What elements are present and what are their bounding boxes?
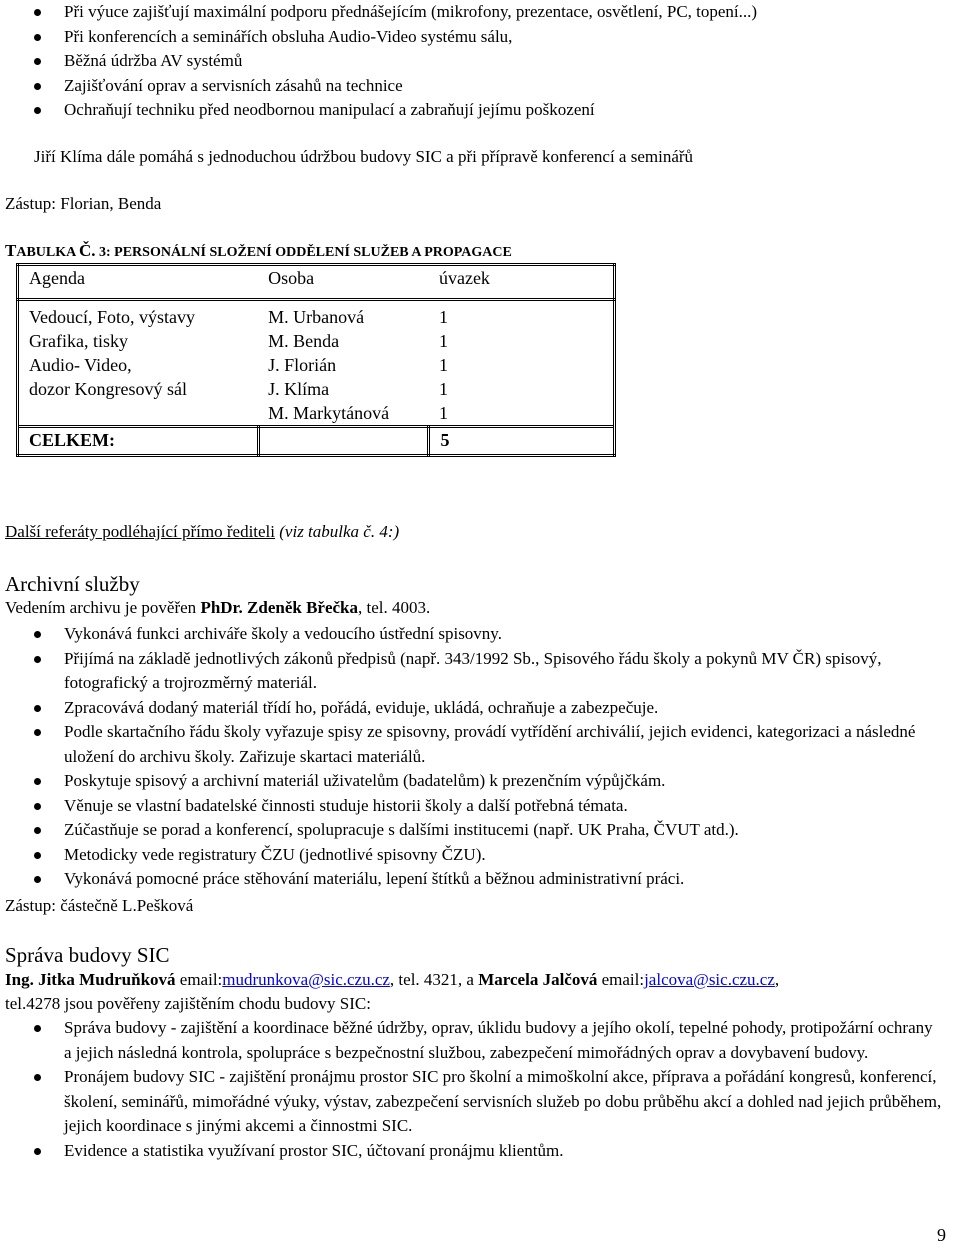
sprava-heading: Správa budovy SIC xyxy=(5,943,170,967)
total-empty xyxy=(258,427,429,456)
list-item: Běžná údržba AV systémů xyxy=(0,49,960,74)
total-label: CELKEM: xyxy=(18,427,259,456)
archiv-bullet-list xyxy=(0,622,960,892)
header-agenda: Agenda xyxy=(18,265,259,300)
list-item: Vykonává funkci archiváře školy a vedoucího ústřední spisovny. xyxy=(0,622,960,647)
list-item: Metodicky vede registratury ČZU (jednotlivé spisovny ČZU). xyxy=(0,843,960,868)
staff-table xyxy=(16,263,616,457)
table-header-row xyxy=(18,265,615,300)
header-osoba: Osoba xyxy=(258,265,429,300)
email-link-jalcova[interactable]: jalcova@sic.czu.cz xyxy=(644,970,775,989)
uvazek-column: 1 1 1 1 1 xyxy=(429,300,615,427)
agenda-column: Vedoucí, Foto, výstavy Grafika, tisky Audio- Video, dozor Kongresový sál xyxy=(18,300,259,427)
table-total-row xyxy=(18,427,615,456)
list-item: Poskytuje spisový a archivní materiál uživatelům (badatelům) k prezenčním výpůjčkám. xyxy=(0,769,960,794)
list-item: Podle skartačního řádu školy vyřazuje spisy ze spisovny, provádí vytřídění archiválií, jejich evidenci, kategorizaci a následné uložení do archivu školy. Zařizuje skartaci materiálů. xyxy=(0,720,944,769)
list-item: Při výuce zajišťují maximální podporu přednášejícím (mikrofony, prezentace, osvětlení, PC, topení...) xyxy=(0,0,960,25)
list-item: Věnuje se vlastní badatelské činnosti studuje historii školy a další potřebná témata. xyxy=(0,794,960,819)
list-item: Pronájem budovy SIC - zajištění pronájmu prostor SIC pro školní a mimoškolní akce, příprava a pořádání kongresů, konferencí, školení, seminářů, mimořádné výuky, výstav, zabezpečení servisních služeb po dobu průběhu akcí a dohled nad jejich průběhem, jejich koordinace s jinými akcemi a činnostmi SIC. xyxy=(0,1065,944,1139)
list-item: Při konferencích a seminářích obsluha Audio-Video systému sálu, xyxy=(0,25,960,50)
list-item: Přijímá na základě jednotlivých zákonů předpisů (např. 343/1992 Sb., Spisového řádu školy a pokynů MV ČR) spisový, fotografický a trojrozměrný materiál. xyxy=(0,647,944,696)
list-item: Správa budovy - zajištění a koordinace běžné údržby, oprav, úklidu budovy a jejího okolí, tepelné pohody, protipožární ochrany a jejich následná kontrola, spolupráce s bezpečnostní službou, zabezpečení mimořádných oprav a dovybavení budovy. xyxy=(0,1016,944,1065)
archiv-intro: Vedením archivu je pověřen PhDr. Zdeněk Břečka, tel. 4003. xyxy=(5,598,431,617)
top-bullet-list xyxy=(0,0,960,123)
list-item: Zajišťování oprav a servisních zásahů na technice xyxy=(0,74,960,99)
archiv-zastup: Zástup: částečně L.Pešková xyxy=(5,896,194,915)
header-uvazek: úvazek xyxy=(429,265,615,300)
dalsi-referaty: Další referáty podléhající přímo řediteli (viz tabulka č. 4:) xyxy=(5,522,400,541)
zastup-note: Zástup: Florian, Benda xyxy=(5,194,162,213)
klima-note: Jiří Klíma dále pomáhá s jednoduchou údržbou budovy SIC a při přípravě konferencí a seminářů xyxy=(34,147,694,166)
table-caption: TABULKA Č. 3: PERSONÁLNÍ SLOŽENÍ ODDĚLENÍ SLUŽEB A PROPAGACE xyxy=(5,241,512,260)
list-item: Evidence a statistika využívaní prostor SIC, účtovaní pronájmu klientům. xyxy=(0,1139,960,1164)
list-item: Ochraňují techniku před neodbornou manipulací a zabraňují jejímu poškození xyxy=(0,98,960,123)
page-number: 9 xyxy=(937,1225,946,1245)
archiv-heading: Archivní služby xyxy=(5,572,140,596)
list-item: Zúčastňuje se porad a konferencí, spolupracuje s dalšími institucemi (např. UK Praha, ČVUT atd.). xyxy=(0,818,960,843)
list-item: Vykonává pomocné práce stěhování materiálu, lepení štítků a běžnou administrativní práci. xyxy=(0,867,960,892)
total-value: 5 xyxy=(429,427,615,456)
sprava-contacts: Ing. Jitka Mudruňková email:mudrunkova@sic.czu.cz, tel. 4321, a Marcela Jalčová email:jalcova@sic.czu.cz, xyxy=(5,970,780,989)
sprava-bullet-list xyxy=(0,1016,960,1163)
table-body xyxy=(18,300,615,427)
sprava-line2: tel.4278 jsou pověřeny zajištěním chodu budovy SIC: xyxy=(5,994,371,1013)
email-link-mudrunkova[interactable]: mudrunkova@sic.czu.cz xyxy=(222,970,390,989)
list-item: Zpracovává dodaný materiál třídí ho, pořádá, eviduje, ukládá, ochraňuje a zabezpečuje. xyxy=(0,696,960,721)
osoba-column: M. Urbanová M. Benda J. Florián J. Klíma M. Markytánová xyxy=(268,307,390,423)
